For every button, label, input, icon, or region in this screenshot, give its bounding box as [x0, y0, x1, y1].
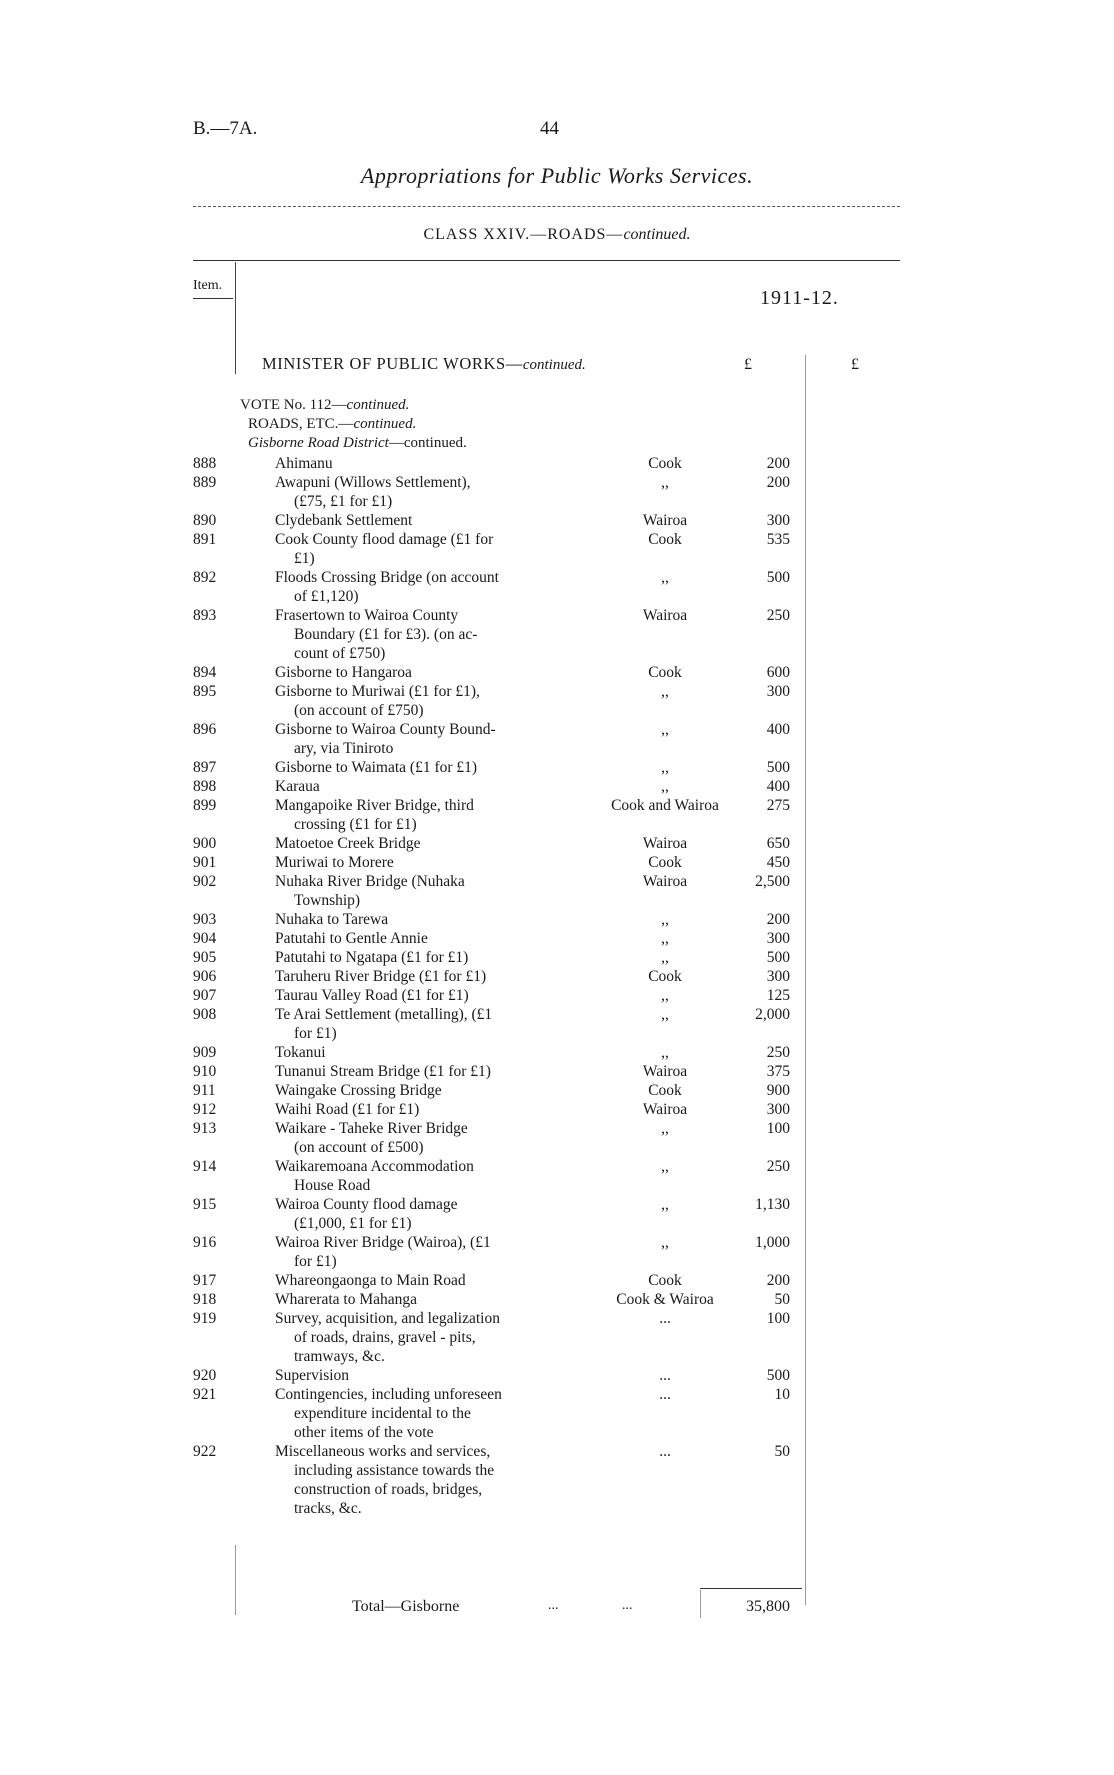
description-line: Taruheru River Bridge (£1 for £1): [275, 968, 487, 985]
description-line: including assistance towards the: [294, 1462, 495, 1479]
item-number: 916: [193, 1234, 217, 1251]
description-line: tramways, &c.: [294, 1348, 385, 1365]
county: ,,: [661, 778, 669, 795]
description-line: House Road: [294, 1177, 371, 1194]
item-number: 891: [193, 531, 217, 548]
district-heading-suffix: —continued.: [388, 435, 467, 451]
description-line: Township): [294, 892, 361, 909]
amount: 250: [766, 1044, 790, 1061]
county: ,,: [661, 759, 669, 776]
table-row: [0, 834, 1114, 853]
description-line: Mangapoike River Bridge, third: [275, 797, 474, 814]
description-line: crossing (£1 for £1): [294, 816, 417, 833]
description-line: Nuhaka to Tarewa: [275, 911, 389, 928]
item-description: [275, 948, 567, 967]
county: ,,: [661, 1234, 669, 1251]
table-top-rule: [193, 260, 900, 261]
item-number: 914: [193, 1158, 217, 1175]
amount: 450: [766, 854, 790, 871]
description-line: Miscellaneous works and services,: [275, 1443, 491, 1460]
description-line: Ahimanu: [275, 455, 333, 472]
pound-column-header-2: £: [851, 356, 859, 373]
description-line: other items of the vote: [294, 1424, 434, 1441]
roads-heading: [248, 416, 416, 433]
item-number: 894: [193, 664, 217, 681]
amount: 275: [766, 797, 790, 814]
items-table: [0, 454, 1114, 1518]
item-description: [275, 986, 567, 1005]
amount: 300: [766, 930, 790, 947]
description-line: Taurau Valley Road (£1 for £1): [275, 987, 469, 1004]
item-number: 918: [193, 1291, 217, 1308]
item-number: 921: [193, 1386, 217, 1403]
description-line: (£1,000, £1 for £1): [294, 1215, 412, 1232]
item-description: [275, 872, 567, 910]
amount: 900: [766, 1082, 790, 1099]
amount: 10: [774, 1386, 790, 1403]
item-number: 920: [193, 1367, 217, 1384]
item-description: [275, 834, 567, 853]
item-number: 910: [193, 1063, 217, 1080]
description-line: Contingencies, including unforeseen: [275, 1386, 502, 1403]
amount: 375: [766, 1063, 790, 1080]
item-number: 900: [193, 835, 217, 852]
table-row: [0, 777, 1114, 796]
roads-heading-text: ROADS, ETC.—: [248, 416, 354, 432]
vote-heading-suffix: continued.: [346, 397, 410, 413]
item-description: [275, 454, 567, 473]
item-description: [275, 1005, 567, 1043]
description-line: Wairoa County flood damage: [275, 1196, 458, 1213]
total-amount: 35,800: [746, 1598, 790, 1615]
item-description: [275, 568, 567, 606]
amount: 250: [766, 1158, 790, 1175]
table-row: [0, 663, 1114, 682]
county: ,,: [661, 569, 669, 586]
county: ,,: [661, 1044, 669, 1061]
table-row: [0, 1100, 1114, 1119]
description-line: expenditure incidental to the: [294, 1405, 471, 1422]
item-number: 893: [193, 607, 217, 624]
description-line: Tunanui Stream Bridge (£1 for £1): [275, 1063, 491, 1080]
table-row: [0, 758, 1114, 777]
table-row: [0, 1385, 1114, 1442]
minister-heading: [262, 354, 586, 374]
amount: 100: [766, 1310, 790, 1327]
item-description: [275, 853, 567, 872]
item-description: [275, 910, 567, 929]
description-line: Matoetoe Creek Bridge: [275, 835, 421, 852]
table-row: [0, 1442, 1114, 1518]
amount: 200: [766, 455, 790, 472]
description-line: Nuhaka River Bridge (Nuhaka: [275, 873, 465, 890]
description-line: Wharerata to Mahanga: [275, 1291, 418, 1308]
item-description: [275, 1309, 567, 1366]
table-row: [0, 454, 1114, 473]
county: ,,: [661, 683, 669, 700]
county: Cook and Wairoa: [611, 797, 719, 814]
minister-heading-text: MINISTER OF PUBLIC WORKS—: [262, 354, 523, 373]
description-line: Tokanui: [275, 1044, 326, 1061]
item-description: [275, 682, 567, 720]
county: ,,: [661, 1006, 669, 1023]
description-line: £1): [294, 550, 315, 567]
item-description: [275, 1062, 567, 1081]
item-description: [275, 530, 567, 568]
item-number: 899: [193, 797, 217, 814]
item-description: [275, 796, 567, 834]
county: ,,: [661, 1196, 669, 1213]
total-label: Total—Gisborne: [352, 1598, 460, 1615]
item-number: 913: [193, 1120, 217, 1137]
item-column-rule-bottom: [235, 1545, 236, 1615]
county: Wairoa: [642, 607, 688, 624]
item-number: 903: [193, 911, 217, 928]
amount: 500: [766, 1367, 790, 1384]
amount: 50: [774, 1443, 790, 1460]
description-line: Floods Crossing Bridge (on account: [275, 569, 499, 586]
county: Wairoa: [642, 835, 688, 852]
table-row: [0, 929, 1114, 948]
item-description: [275, 1195, 567, 1233]
table-row: [0, 1005, 1114, 1043]
table-row: [0, 473, 1114, 511]
table-row: [0, 1233, 1114, 1271]
table-row: [0, 853, 1114, 872]
description-line: Supervision: [275, 1367, 350, 1384]
description-line: Boundary (£1 for £3). (on ac-: [294, 626, 478, 643]
item-column-rule: [235, 262, 236, 374]
table-row: [0, 986, 1114, 1005]
item-description: [275, 1233, 567, 1271]
total-leader-dots-1: ...: [548, 1598, 559, 1613]
table-row: [0, 1290, 1114, 1309]
amount: 2,500: [755, 873, 790, 890]
item-number: 904: [193, 930, 217, 947]
county: ,,: [661, 987, 669, 1004]
county: ...: [659, 1443, 671, 1460]
page-number: 44: [540, 118, 559, 139]
vote-heading: [240, 397, 409, 414]
item-number: 907: [193, 987, 217, 1004]
amount: 2,000: [755, 1006, 790, 1023]
description-line: Muriwai to Morere: [275, 854, 394, 871]
item-number: 898: [193, 778, 217, 795]
county: Wairoa: [642, 1063, 688, 1080]
description-line: of £1,120): [294, 588, 359, 605]
table-row: [0, 1271, 1114, 1290]
county: Cook: [648, 968, 682, 985]
county: Cook: [648, 1272, 682, 1289]
county: Cook: [648, 455, 682, 472]
county: ,,: [661, 911, 669, 928]
county: Cook: [648, 1082, 682, 1099]
description-line: of roads, drains, gravel - pits,: [294, 1329, 476, 1346]
item-number: 908: [193, 1006, 217, 1023]
item-description: [275, 1043, 567, 1062]
item-number: 901: [193, 854, 217, 871]
table-row: [0, 872, 1114, 910]
table-row: [0, 967, 1114, 986]
item-number: 905: [193, 949, 217, 966]
description-line: Cook County flood damage (£1 for: [275, 531, 494, 548]
item-description: [275, 1366, 567, 1385]
table-row: [0, 568, 1114, 606]
item-description: [275, 1157, 567, 1195]
county: ,,: [661, 721, 669, 738]
county: ,,: [661, 949, 669, 966]
table-row: [0, 606, 1114, 663]
county: Cook: [648, 531, 682, 548]
amount: 1,000: [755, 1234, 790, 1251]
table-row: [0, 720, 1114, 758]
description-line: Waihi Road (£1 for £1): [275, 1101, 420, 1118]
vote-heading-text: VOTE No. 112—: [240, 397, 347, 413]
table-row: [0, 1119, 1114, 1157]
description-line: Waikare - Taheke River Bridge: [275, 1120, 468, 1137]
description-line: ary, via Tiniroto: [294, 740, 394, 757]
table-row: [0, 1195, 1114, 1233]
pound-column-header-1: £: [744, 356, 752, 373]
table-row: [0, 910, 1114, 929]
roads-heading-suffix: continued.: [353, 416, 417, 432]
item-number: 917: [193, 1272, 217, 1289]
item-number: 895: [193, 683, 217, 700]
county: Wairoa: [642, 512, 688, 529]
item-description: [275, 967, 567, 986]
description-line: Awapuni (Willows Settlement),: [275, 474, 471, 491]
item-description: [275, 1442, 567, 1518]
amount: 500: [766, 949, 790, 966]
table-row: [0, 1157, 1114, 1195]
description-line: Gisborne to Muriwai (£1 for £1),: [275, 683, 480, 700]
item-number: 911: [193, 1082, 216, 1099]
item-description: [275, 758, 567, 777]
description-line: construction of roads, bridges,: [294, 1481, 483, 1498]
item-number: 896: [193, 721, 217, 738]
description-line: for £1): [294, 1253, 337, 1270]
document-code: B.—7A.: [193, 118, 258, 139]
description-line: Frasertown to Wairoa County: [275, 607, 459, 624]
county: ,,: [661, 1120, 669, 1137]
table-row: [0, 1366, 1114, 1385]
item-description: [275, 720, 567, 758]
county: Cook & Wairoa: [616, 1291, 714, 1308]
total-rule: [700, 1588, 802, 1589]
amount: 200: [766, 1272, 790, 1289]
table-row: [0, 1043, 1114, 1062]
item-description: [275, 777, 567, 796]
description-line: Whareongaonga to Main Road: [275, 1272, 466, 1289]
amount: 100: [766, 1120, 790, 1137]
county: Wairoa: [642, 873, 688, 890]
title-divider: [193, 206, 900, 207]
amount: 300: [766, 512, 790, 529]
amount: 50: [774, 1291, 790, 1308]
amount: 300: [766, 968, 790, 985]
description-line: Te Arai Settlement (metalling), (£1: [275, 1006, 493, 1023]
class-title-main: CLASS XXIV.—ROADS—: [423, 226, 624, 243]
amount: 600: [766, 664, 790, 681]
district-heading-text: Gisborne Road District: [248, 435, 389, 451]
amount: 535: [766, 531, 790, 548]
item-description: [275, 1385, 567, 1442]
item-number: 909: [193, 1044, 217, 1061]
description-line: Patutahi to Ngatapa (£1 for £1): [275, 949, 469, 966]
table-row: [0, 682, 1114, 720]
item-description: [275, 1100, 567, 1119]
item-number: 906: [193, 968, 217, 985]
item-number: 897: [193, 759, 217, 776]
county: ,,: [661, 930, 669, 947]
amount: 300: [766, 1101, 790, 1118]
description-line: (£75, £1 for £1): [294, 493, 393, 510]
county: Cook: [648, 854, 682, 871]
description-line: Survey, acquisition, and legalization: [275, 1310, 500, 1327]
item-number: 922: [193, 1443, 217, 1460]
class-title-suffix: continued.: [623, 226, 691, 243]
description-line: Patutahi to Gentle Annie: [275, 930, 428, 947]
table-row: [0, 796, 1114, 834]
county: Wairoa: [642, 1101, 688, 1118]
amount: 400: [766, 721, 790, 738]
description-line: Gisborne to Hangaroa: [275, 664, 412, 681]
item-description: [275, 511, 567, 530]
item-number: 902: [193, 873, 217, 890]
amount: 200: [766, 911, 790, 928]
table-row: [0, 1062, 1114, 1081]
minister-heading-suffix: continued.: [522, 357, 586, 373]
description-line: count of £750): [294, 645, 386, 662]
total-leader-dots-2: ...: [622, 1598, 633, 1613]
item-description: [275, 663, 567, 682]
item-description: [275, 1119, 567, 1157]
description-line: Clydebank Settlement: [275, 512, 413, 529]
description-line: Wairoa River Bridge (Wairoa), (£1: [275, 1234, 491, 1251]
item-description: [275, 1290, 567, 1309]
item-header-underline: [193, 298, 233, 299]
item-description: [275, 929, 567, 948]
item-number: 915: [193, 1196, 217, 1213]
county: Cook: [648, 664, 682, 681]
amount: 400: [766, 778, 790, 795]
item-number: 912: [193, 1101, 217, 1118]
description-line: Gisborne to Waimata (£1 for £1): [275, 759, 478, 776]
year-header: 1911-12.: [760, 287, 839, 309]
county: ...: [659, 1386, 671, 1403]
amount: 500: [766, 759, 790, 776]
amount: 500: [766, 569, 790, 586]
item-description: [275, 1081, 567, 1100]
county: ,,: [661, 1158, 669, 1175]
table-row: [0, 511, 1114, 530]
item-description: [275, 1271, 567, 1290]
amount: 1,130: [755, 1196, 790, 1213]
county: ...: [659, 1367, 671, 1384]
table-row: [0, 948, 1114, 967]
item-column-header: Item.: [193, 278, 223, 293]
table-row: [0, 530, 1114, 568]
description-line: Gisborne to Wairoa County Bound-: [275, 721, 496, 738]
item-number: 889: [193, 474, 217, 491]
description-line: Waikaremoana Accommodation: [275, 1158, 474, 1175]
item-number: 892: [193, 569, 217, 586]
county: ...: [659, 1310, 671, 1327]
table-row: [0, 1081, 1114, 1100]
item-number: 919: [193, 1310, 217, 1327]
description-line: (on account of £750): [294, 702, 424, 719]
district-heading: [248, 435, 467, 452]
amount: 300: [766, 683, 790, 700]
amount: 250: [766, 607, 790, 624]
page-title: Appropriations for Public Works Services.: [360, 163, 754, 188]
amount: 125: [766, 987, 790, 1004]
total-left-rule: [700, 1590, 701, 1618]
item-number: 888: [193, 455, 217, 472]
amount: 200: [766, 474, 790, 491]
description-line: Karaua: [275, 778, 320, 795]
county: ,,: [661, 474, 669, 491]
description-line: tracks, &c.: [294, 1500, 362, 1517]
class-title: [0, 226, 1114, 244]
item-description: [275, 606, 567, 663]
description-line: for £1): [294, 1025, 337, 1042]
amount: 650: [766, 835, 790, 852]
description-line: Waingake Crossing Bridge: [275, 1082, 442, 1099]
table-row: [0, 1309, 1114, 1366]
item-description: [275, 473, 567, 511]
item-number: 890: [193, 512, 217, 529]
description-line: (on account of £500): [294, 1139, 424, 1156]
